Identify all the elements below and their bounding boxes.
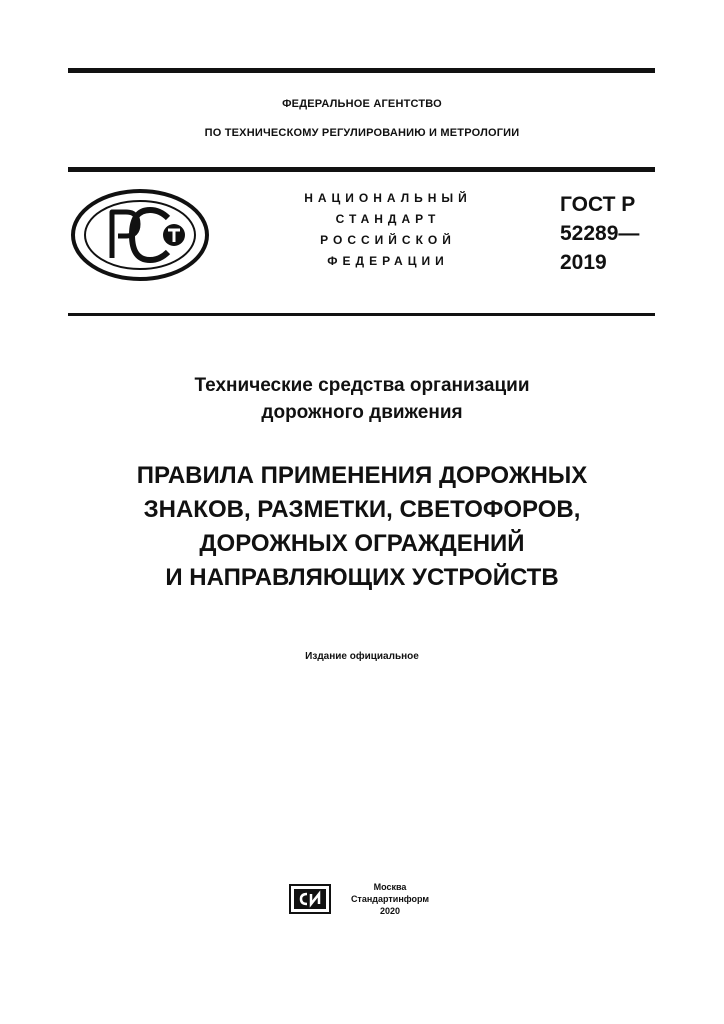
standard-type-line: РОССИЙСКОЙ <box>320 233 456 247</box>
designation-line: 2019 <box>560 251 607 274</box>
imprint-publisher: Стандартинформ <box>350 894 430 904</box>
bottom-rule <box>68 313 655 316</box>
rst-emblem-icon <box>70 188 210 282</box>
publisher-logo-icon <box>289 884 331 914</box>
imprint <box>340 881 440 917</box>
standard-type-line: НАЦИОНАЛЬНЫЙ <box>304 191 472 205</box>
standard-type <box>268 188 508 272</box>
standard-type-line: СТАНДАРТ <box>335 212 441 226</box>
document-title <box>0 459 724 595</box>
middle-rule <box>68 167 655 172</box>
imprint-city: Москва <box>373 882 407 892</box>
agency-line-2: ПО ТЕХНИЧЕСКОМУ РЕГУЛИРОВАНИЮ И МЕТРОЛОГИИ <box>204 127 520 139</box>
agency-line-1: ФЕДЕРАЛЬНОЕ АГЕНТСТВО <box>282 98 442 110</box>
imprint-year: 2020 <box>379 906 401 916</box>
designation-line: 52289— <box>560 222 640 245</box>
subject-line: дорожного движения <box>261 402 463 423</box>
edition-label: Издание официальное <box>305 651 419 662</box>
designation-line: ГОСТ Р <box>560 193 636 216</box>
standard-designation <box>560 190 639 277</box>
title-line: ПРАВИЛА ПРИМЕНЕНИЯ ДОРОЖНЫХ <box>136 462 588 489</box>
subject-line: Технические средства организации <box>194 375 530 396</box>
top-rule <box>68 68 655 73</box>
document-subject <box>0 372 724 426</box>
title-line: ДОРОЖНЫХ ОГРАЖДЕНИЙ <box>199 530 525 557</box>
standard-type-line: ФЕДЕРАЦИИ <box>327 254 449 268</box>
title-line: И НАПРАВЛЯЮЩИХ УСТРОЙСТВ <box>165 564 559 591</box>
title-line: ЗНАКОВ, РАЗМЕТКИ, СВЕТОФОРОВ, <box>143 496 581 523</box>
